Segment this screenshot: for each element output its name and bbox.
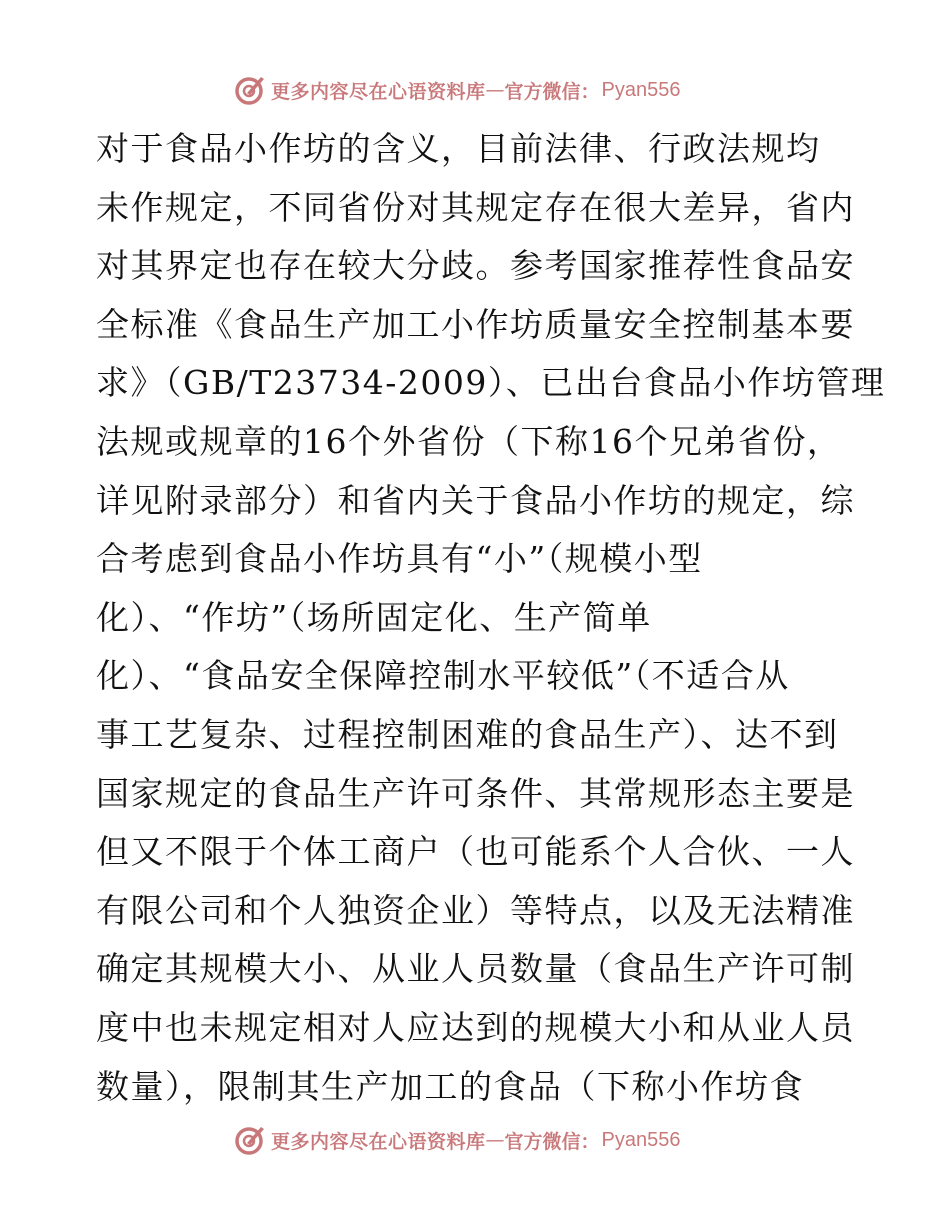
body-text-line: 全标准《食品生产加工小作坊质量安全控制基本要 <box>96 304 855 344</box>
body-text-line: 数量），限制其生产加工的食品（下称小作坊食 <box>96 1066 804 1106</box>
feather-logo-icon <box>233 1123 267 1157</box>
banner-wechat-label: 官方微信： <box>504 1130 600 1153</box>
banner-separator: — <box>485 79 505 101</box>
footer-banner <box>233 1122 681 1158</box>
body-text-line: 事工艺复杂、过程控制困难的食品生产）、达不到 <box>96 714 839 754</box>
banner-slogan: 更多内容尽在心语资料库 <box>271 1130 486 1153</box>
body-text-line: 对其界定也存在较大分歧。参考国家推荐性食品安 <box>96 246 855 286</box>
body-text-line: 对于食品小作坊的含义，目前法律、行政法规均 <box>96 129 821 168</box>
banner-wechat-label: 官方微信： <box>504 80 600 103</box>
body-text-line: 化）、“作坊”（场所固定化、生产简单 <box>96 597 652 637</box>
banner-wechat-id: Pyan556 <box>601 1128 681 1151</box>
body-text-line: 有限公司和个人独资企业）等特点，以及无法精准 <box>96 890 855 930</box>
body-text-line: 未作规定，不同省份对其规定存在很大差异，省内 <box>96 187 855 227</box>
document-body <box>96 120 886 1116</box>
body-text-line: 化）、“食品安全保障控制水平较低”（不适合从 <box>96 656 790 696</box>
body-text-line: 国家规定的食品生产许可条件、其常规形态主要是 <box>96 773 855 813</box>
banner-wechat-id: Pyan556 <box>601 78 681 101</box>
banner-separator: — <box>485 1129 505 1151</box>
header-banner <box>233 72 681 108</box>
banner-slogan: 更多内容尽在心语资料库 <box>271 80 486 103</box>
body-text-line: 但又不限于个体工商户（也可能系个人合伙、一人 <box>96 832 855 872</box>
body-text-line: 求》（GB/T23734-2009）、已出台食品小作坊管理 <box>96 363 886 403</box>
body-text-line: 确定其规模大小、从业人员数量（食品生产许可制 <box>96 949 855 989</box>
body-text-line: 合考虑到食品小作坊具有“小”（规模小型 <box>96 539 703 579</box>
feather-logo-icon <box>233 73 267 107</box>
body-text-line: 详见附录部分）和省内关于食品小作坊的规定，综 <box>96 480 855 520</box>
body-text-line: 法规或规章的16个外省份（下称16个兄弟省份， <box>96 421 842 461</box>
body-text-line: 度中也未规定相对人应达到的规模大小和从业人员 <box>96 1007 855 1047</box>
